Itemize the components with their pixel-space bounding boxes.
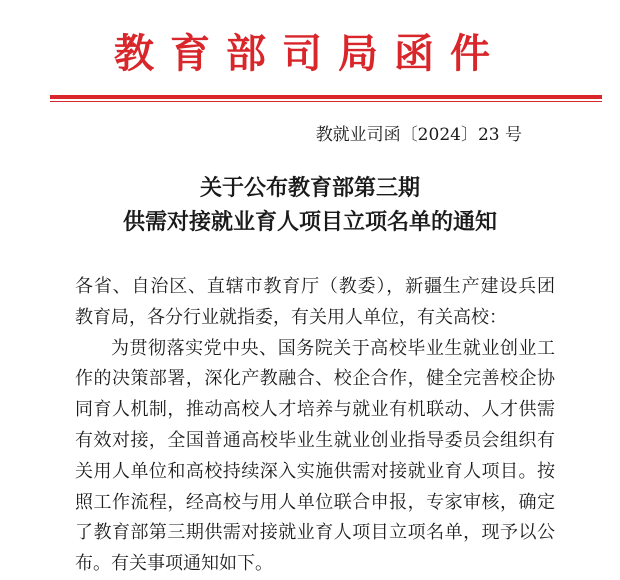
document-number: 教就业司函〔2024〕23 号 bbox=[315, 125, 522, 145]
body-line-6: 照工作流程，经高校与用人单位联合申报，专家审核，确定 bbox=[75, 491, 555, 513]
body-line-8: 布。有关事项通知如下。 bbox=[75, 553, 273, 575]
letterhead-divider-thick bbox=[50, 95, 602, 99]
body-line-3: 同育人机制，推动高校人才培养与就业有机联动、人才供需 bbox=[75, 399, 555, 421]
notice-title-line-1: 关于公布教育部第三期 bbox=[199, 175, 420, 201]
salutation-line-2: 教育局，各分行业就指委，有关用人单位，有关高校： bbox=[75, 306, 507, 328]
letterhead-divider-thin bbox=[50, 101, 602, 102]
body-line-7: 了教育部第三期供需对接就业育人项目立项名单，现予以公 bbox=[75, 522, 555, 544]
salutation-line-1: 各省、自治区、直辖市教育厅（教委），新疆生产建设兵团 bbox=[75, 276, 555, 297]
body-line-2: 作的决策部署，深化产教融合、校企合作，健全完善校企协 bbox=[75, 368, 555, 390]
body-line-1: 为贯彻落实党中央、国务院关于高校毕业生就业创业工 bbox=[111, 337, 555, 359]
body-line-5: 关用人单位和高校持续深入实施供需对接就业育人项目。按 bbox=[75, 460, 555, 482]
letterhead-title: 教育部司局函件 bbox=[114, 31, 506, 77]
notice-body bbox=[75, 272, 555, 580]
notice-title-line-2: 供需对接就业育人项目立项名单的通知 bbox=[122, 209, 497, 235]
body-line-4: 有效对接，全国普通高校毕业生就业创业指导委员会组织有 bbox=[75, 429, 555, 451]
